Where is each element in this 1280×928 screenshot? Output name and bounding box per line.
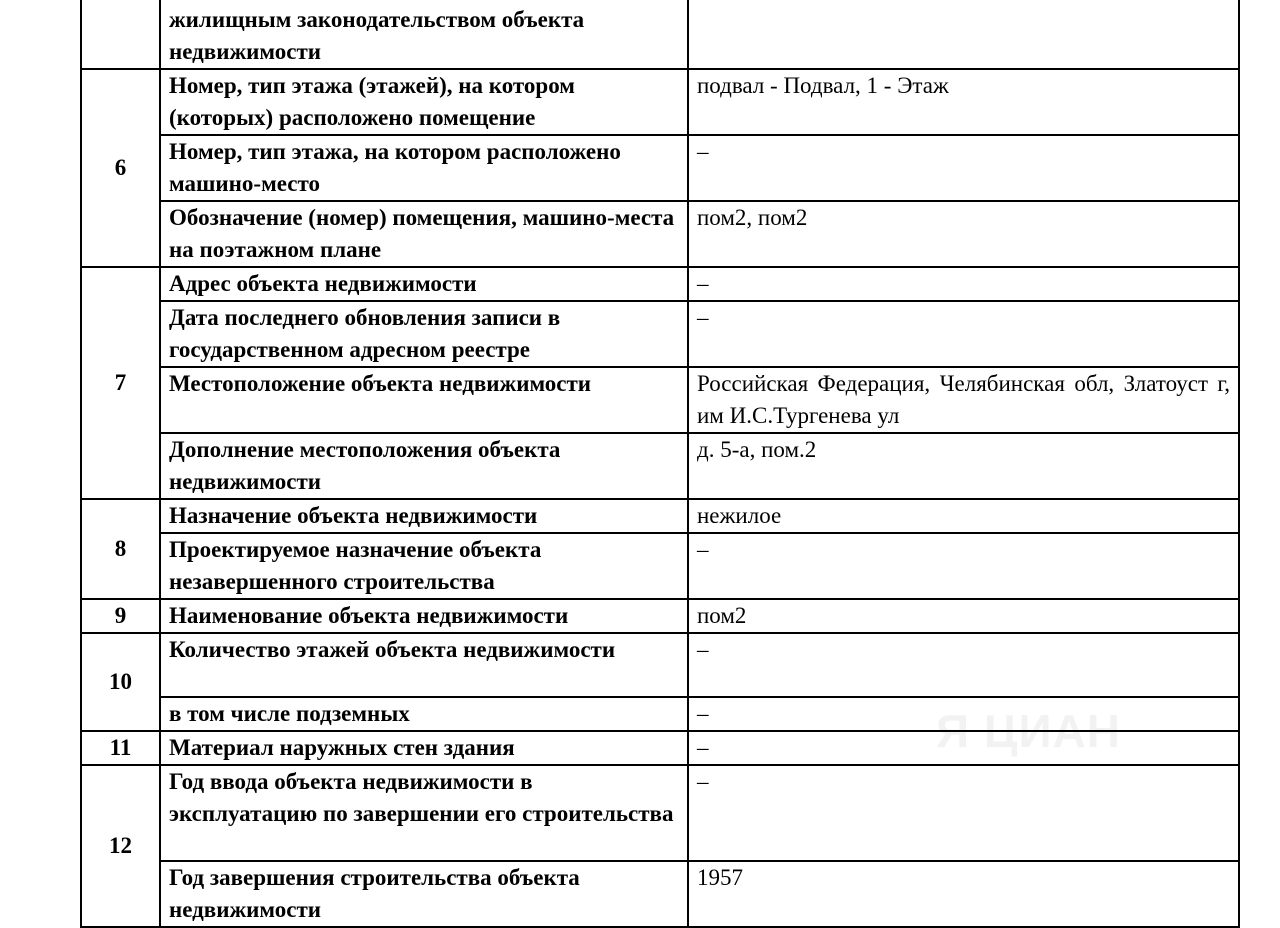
row-value: Российская Федерация, Челябинская обл, Златоуст г, им И.С.Тургенева ул (688, 367, 1239, 433)
row-value (688, 0, 1239, 69)
row-label: Номер, тип этажа (этажей), на котором (которых) расположено помещение (160, 69, 688, 135)
table-row (81, 135, 1239, 201)
row-label: жилищным законодательством объекта недвижимости (160, 0, 688, 69)
row-value: пом2 (688, 599, 1239, 633)
row-number: 9 (81, 599, 160, 633)
row-label: Номер, тип этажа, на котором расположено машино-место (160, 135, 688, 201)
table-row (81, 69, 1239, 135)
table-row (81, 633, 1239, 697)
table-row (81, 0, 1239, 69)
row-label: Местоположение объекта недвижимости (160, 367, 688, 433)
row-value: – (688, 765, 1239, 861)
table-row (81, 861, 1239, 927)
row-label: Адрес объекта недвижимости (160, 267, 688, 301)
row-number: 7 (81, 267, 160, 499)
row-number: 12 (81, 765, 160, 927)
table-row (81, 433, 1239, 499)
table-row (81, 301, 1239, 367)
row-label: Обозначение (номер) помещения, машино-места на поэтажном плане (160, 201, 688, 267)
row-value: – (688, 533, 1239, 599)
row-label: Материал наружных стен здания (160, 731, 688, 765)
row-label: Назначение объекта недвижимости (160, 499, 688, 533)
row-label: в том числе подземных (160, 697, 688, 731)
row-value: – (688, 697, 1239, 731)
row-label: Количество этажей объекта недвижимости (160, 633, 688, 697)
row-label: Дата последнего обновления записи в государственном адресном реестре (160, 301, 688, 367)
table-row (81, 201, 1239, 267)
row-number: 8 (81, 499, 160, 599)
row-value: – (688, 301, 1239, 367)
row-value: подвал - Подвал, 1 - Этаж (688, 69, 1239, 135)
row-number (81, 0, 160, 69)
row-value: – (688, 135, 1239, 201)
row-label: Наименование объекта недвижимости (160, 599, 688, 633)
row-label: Год завершения строительства объекта недвижимости (160, 861, 688, 927)
row-number: 11 (81, 731, 160, 765)
table-row (81, 499, 1239, 533)
cian-watermark: Я ЦИАН (936, 705, 1121, 757)
row-value: нежилое (688, 499, 1239, 533)
row-label: Дополнение местоположения объекта недвижимости (160, 433, 688, 499)
table-row (81, 697, 1239, 731)
row-value: – (688, 633, 1239, 697)
property-details-table (80, 0, 1240, 928)
row-value: пом2, пом2 (688, 201, 1239, 267)
table-row (81, 267, 1239, 301)
table-row (81, 367, 1239, 433)
row-number: 10 (81, 633, 160, 731)
row-value: – (688, 267, 1239, 301)
table-row (81, 731, 1239, 765)
table-row (81, 533, 1239, 599)
row-label: Проектируемое назначение объекта незавершенного строительства (160, 533, 688, 599)
row-label: Год ввода объекта недвижимости в эксплуатацию по завершении его строительства (160, 765, 688, 861)
table-row (81, 765, 1239, 861)
row-value: 1957 (688, 861, 1239, 927)
row-value: – (688, 731, 1239, 765)
row-value: д. 5-а, пом.2 (688, 433, 1239, 499)
table-row (81, 599, 1239, 633)
row-number: 6 (81, 69, 160, 267)
